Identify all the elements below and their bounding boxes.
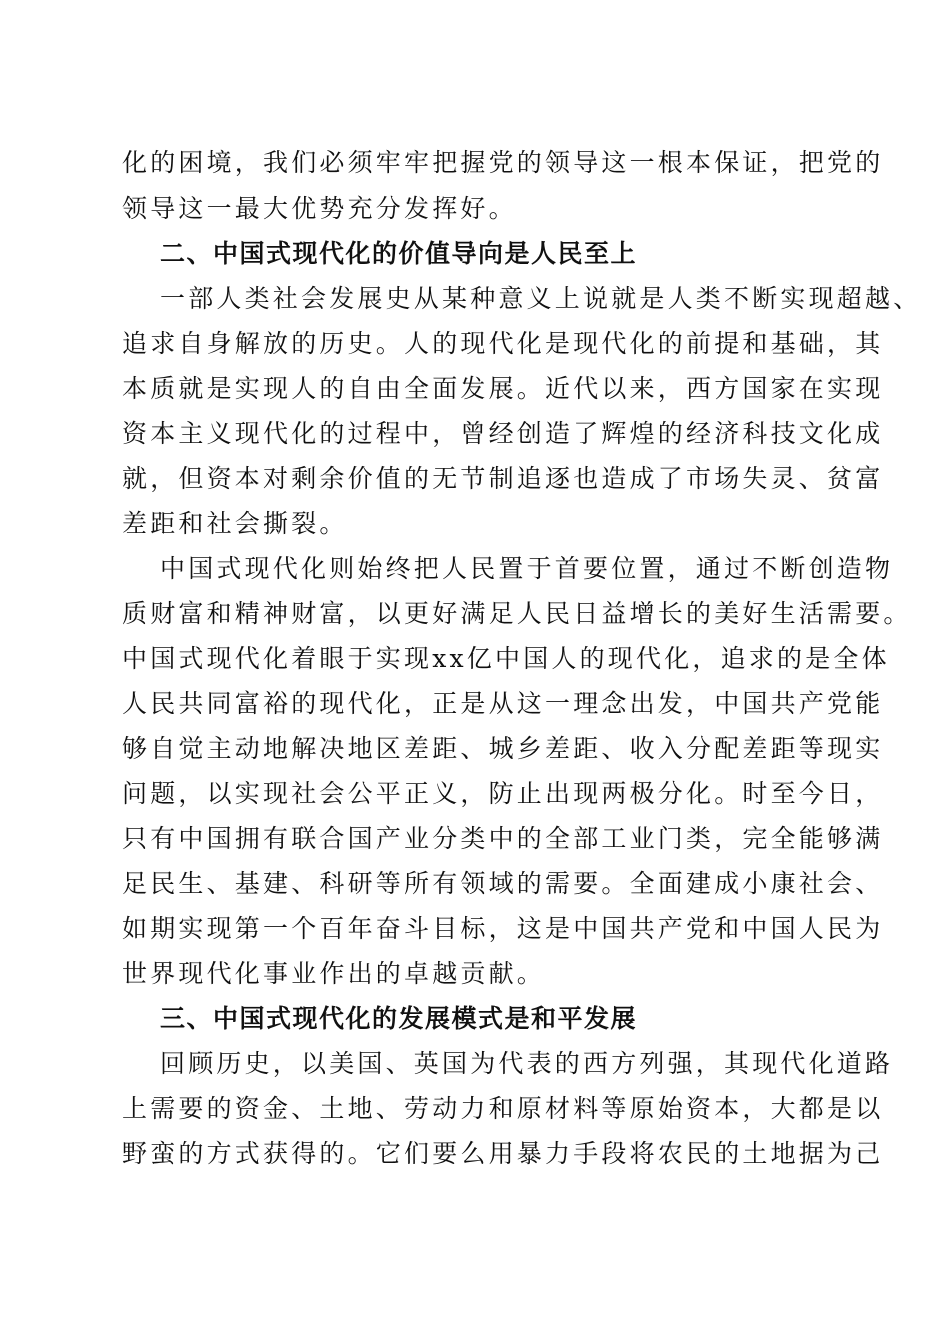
paragraph-line: 上需要的资金、土地、劳动力和原材料等原始资本，大都是以: [122, 1094, 884, 1123]
paragraph-line: 一部人类社会发展史从某种意义上说就是人类不断实现超越、: [160, 284, 922, 313]
paragraph-line: 如期实现第一个百年奋斗目标，这是中国共产党和中国人民为: [122, 914, 884, 943]
paragraph-line: 领导这一最大优势充分发挥好。: [122, 194, 517, 223]
paragraph-line: 只有中国拥有联合国产业分类中的全部工业门类，完全能够满: [122, 824, 884, 853]
paragraph-line: 野蛮的方式获得的。它们要么用暴力手段将农民的土地据为己: [122, 1139, 884, 1168]
paragraph-line: 追求自身解放的历史。人的现代化是现代化的前提和基础，其: [122, 329, 884, 358]
paragraph-line: 人民共同富裕的现代化，正是从这一理念出发，中国共产党能: [122, 689, 884, 718]
paragraph-line: 够自觉主动地解决地区差距、城乡差距、收入分配差距等现实: [122, 734, 884, 763]
paragraph-line: 中国式现代化则始终把人民置于首要位置，通过不断创造物: [160, 554, 894, 583]
paragraph-line: 回顾历史，以美国、英国为代表的西方列强，其现代化道路: [160, 1049, 894, 1078]
paragraph-line: 世界现代化事业作出的卓越贡献。: [122, 959, 546, 988]
paragraph-line: 资本主义现代化的过程中，曾经创造了辉煌的经济科技文化成: [122, 419, 884, 448]
paragraph-line: 足民生、基建、科研等所有领域的需要。全面建成小康社会、: [122, 869, 884, 898]
paragraph-line: 化的困境，我们必须牢牢把握党的领导这一根本保证，把党的: [122, 148, 884, 177]
paragraph-line: 中国式现代化着眼于实现xx亿中国人的现代化，追求的是全体: [122, 644, 890, 673]
paragraph-line: 差距和社会撕裂。: [122, 509, 348, 538]
paragraph-line: 问题，以实现社会公平正义，防止出现两极分化。时至今日，: [122, 779, 884, 808]
section-heading-3: 三、中国式现代化的发展模式是和平发展: [160, 1004, 638, 1033]
paragraph-line: 质财富和精神财富，以更好满足人民日益增长的美好生活需要。: [122, 599, 912, 628]
paragraph-line: 本质就是实现人的自由全面发展。近代以来，西方国家在实现: [122, 374, 884, 403]
section-heading-2: 二、中国式现代化的价值导向是人民至上: [160, 239, 638, 268]
paragraph-line: 就，但资本对剩余价值的无节制追逐也造成了市场失灵、贫富: [122, 464, 884, 493]
